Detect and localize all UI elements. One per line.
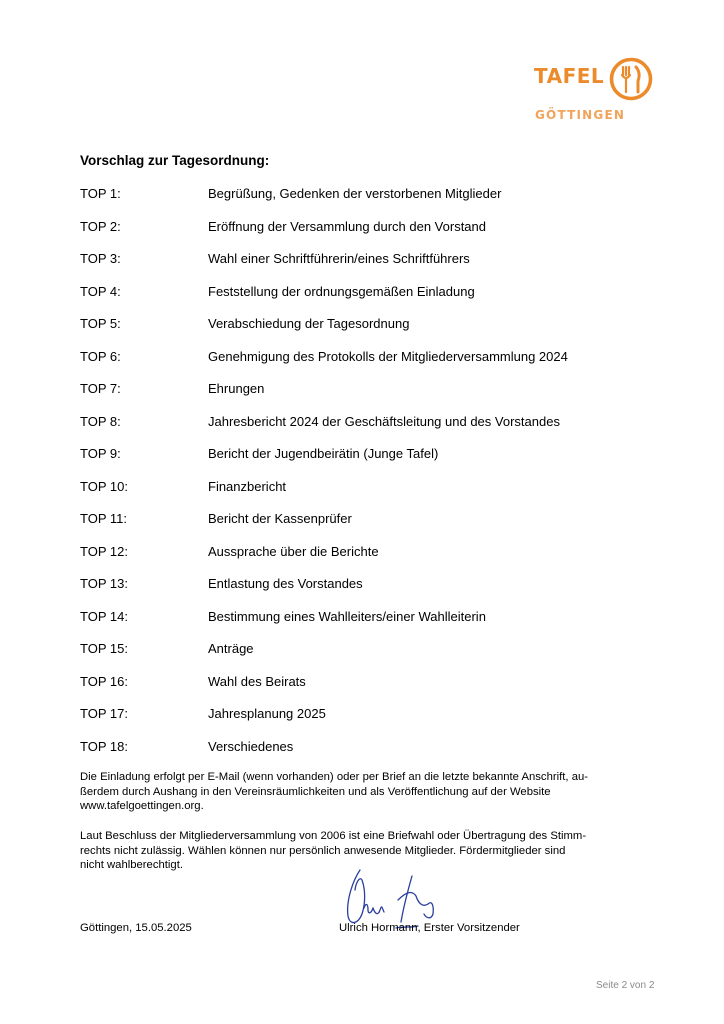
agenda-item [80,414,680,447]
agenda-item-number: TOP 6: [80,348,121,364]
agenda-item [80,641,680,674]
agenda-heading: Vorschlag zur Tagesordnung: [80,153,270,168]
page-number: Seite 2 von 2 [596,980,655,991]
agenda-item-number: TOP 14: [80,608,128,624]
voting-line-2: rechts nicht zulässig. Wählen können nur persönlich anwesende Mitglieder. Fördermitglieder sind [80,844,566,857]
agenda-item-text: Verabschiedung der Tagesordnung [208,316,410,331]
signatory-name: Ulrich Hormann, Erster Vorsitzender [339,922,520,934]
agenda-item [80,186,680,219]
agenda-item [80,706,680,739]
agenda-item-text: Entlastung des Vorstandes [208,576,363,591]
logo-city: GÖTTINGEN [535,108,626,122]
invitation-line-1: Die Einladung erfolgt per E-Mail (wenn vorhanden) oder per Brief an die letzte bekannte Anschrift, au- [80,771,589,783]
agenda-item-number: TOP 4: [80,283,121,299]
agenda-item-number: TOP 5: [80,316,121,331]
agenda-item [80,349,680,382]
agenda-item-number: TOP 17: [80,706,128,721]
agenda-item-text: Anträge [208,641,254,656]
agenda-item [80,316,680,349]
agenda-item-number: TOP 13: [80,576,128,591]
agenda-item-number: TOP 3: [80,251,121,266]
invitation-line-3: www.tafelgoettingen.org. [80,800,204,812]
agenda-item [80,284,680,317]
agenda-item [80,479,680,512]
agenda-item-text: Ehrungen [208,381,265,396]
agenda-item-text: Wahl des Beirats [208,673,306,689]
invitation-paragraph [80,770,640,814]
voting-line-3: nicht wahlberechtigt. [80,859,183,871]
agenda-item-number: TOP 10: [80,478,128,494]
tafel-logo [530,50,670,130]
agenda-item-text: Begrüßung, Gedenken der verstorbenen Mitglieder [208,186,502,201]
agenda-item-text: Bericht der Jugendbeirätin (Junge Tafel) [208,446,439,461]
agenda-item-text: Genehmigung des Protokolls der Mitgliederversammlung 2024 [208,348,568,364]
agenda-item-number: TOP 8: [80,413,121,429]
agenda-item-number: TOP 11: [80,511,127,526]
place-and-date: Göttingen, 15.05.2025 [80,922,192,934]
agenda-item-number: TOP 7: [80,381,121,396]
agenda-item-text: Jahresbericht 2024 der Geschäftsleitung und des Vorstandes [208,413,560,429]
agenda-item [80,381,680,414]
agenda-item-number: TOP 9: [80,446,121,461]
agenda-item-number: TOP 2: [80,218,121,234]
agenda-item [80,251,680,284]
agenda-item-text: Feststellung der ordnungsgemäßen Einladung [208,283,475,299]
agenda-item-number: TOP 16: [80,673,128,689]
agenda-item-number: TOP 12: [80,543,128,559]
agenda-item-text: Eröffnung der Versammlung durch den Vorstand [208,218,486,234]
agenda-item [80,544,680,577]
agenda-item-text: Bericht der Kassenprüfer [208,511,352,526]
agenda-item [80,446,680,479]
agenda-item [80,576,680,609]
agenda-item-text: Verschiedenes [208,738,294,754]
agenda-item-text: Aussprache über die Berichte [208,543,379,559]
agenda-item-number: TOP 18: [80,738,128,754]
invitation-line-2: ßerdem durch Aushang in den Vereinsräumlichkeiten und als Veröffentlichung auf der Website [80,785,551,798]
agenda-item [80,511,680,544]
agenda-item [80,739,680,772]
agenda-item [80,609,680,642]
agenda-item-number: TOP 1: [80,186,121,201]
agenda-item-text: Finanzbericht [208,478,287,494]
agenda-item [80,674,680,707]
agenda-item [80,219,680,252]
agenda-item-number: TOP 15: [80,641,128,656]
fork-knife-circle-icon [608,56,654,102]
agenda-item-text: Jahresplanung 2025 [208,706,326,721]
agenda-item-text: Bestimmung eines Wahlleiters/einer Wahlleiterin [208,608,486,624]
agenda-item-text: Wahl einer Schriftführerin/eines Schriftführers [208,251,470,266]
voting-line-1: Laut Beschluss der Mitgliederversammlung von 2006 ist eine Briefwahl oder Übertragung des Stimm- [80,830,587,842]
logo-word: TAFEL [534,64,605,88]
agenda-list [80,186,680,771]
